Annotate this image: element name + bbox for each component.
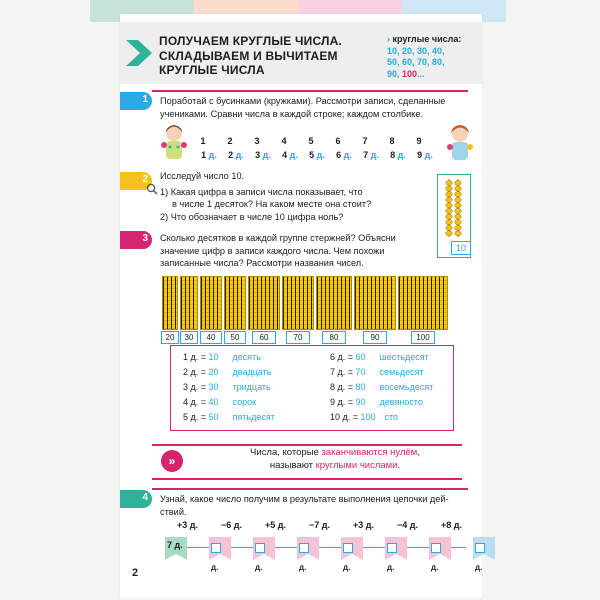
- tens-count: 7 д. =: [330, 367, 356, 377]
- chain-answer-cell[interactable]: [429, 537, 451, 572]
- rod-group-label: 70: [286, 331, 310, 344]
- tens-row: [183, 381, 271, 393]
- number-word: пятьдесят: [232, 412, 275, 422]
- bead: [446, 197, 452, 202]
- task3-text: Сколько десятков в каждой группе стержней? Объясни значение цифр в записи каждого числа. Чем похожи записанные числа? Рассмотри названия чисел.: [160, 233, 396, 268]
- bead-bottom-9: 9 д.: [417, 150, 433, 160]
- bead-top-3: 3: [254, 136, 260, 146]
- answer-box: д.: [255, 539, 273, 551]
- task2-text: Исследуй число 10. 1) Какая цифра в записи числа показывает, что в числе 1 десяток? На каком месте она стоит? 2) Что обозначает в числе 10 цифра ноль?: [160, 171, 372, 222]
- bead: [446, 208, 452, 213]
- task-number-4: 4: [120, 490, 152, 508]
- rod-group-70: [282, 276, 314, 330]
- chain-operation: +3 д.: [177, 520, 198, 530]
- bead: [446, 180, 452, 185]
- tens-value: 40: [208, 397, 219, 407]
- tens-count: 1 д. =: [183, 352, 209, 362]
- tens-count: 2 д. =: [183, 367, 209, 377]
- tens-value: 30: [208, 382, 219, 392]
- bead-top-4: 4: [281, 136, 287, 146]
- bead: [455, 220, 461, 225]
- chain-answer-cell[interactable]: [385, 537, 407, 572]
- bead-bottom-5: 5 д.: [309, 150, 325, 160]
- bead-bottom-3: 3 д.: [255, 150, 271, 160]
- chevron-right-icon: [124, 36, 158, 70]
- number-word: восемьдесят: [379, 382, 434, 392]
- round-numbers-legend: › круглые числа: 10, 20, 30, 40, 50, 60, 70, 80, 90, 100...: [387, 34, 462, 79]
- bead: [446, 192, 452, 197]
- bead-bottom-4: 4 д.: [282, 150, 298, 160]
- number-word: сто: [384, 412, 399, 422]
- bead: [455, 214, 461, 219]
- bead: [455, 192, 461, 197]
- tens-row: [330, 381, 433, 393]
- bead-top-5: 5: [308, 136, 314, 146]
- rod-group-label: 100: [411, 331, 435, 344]
- chain-answer-cell[interactable]: [209, 537, 231, 572]
- tens-count: 10 д. =: [330, 412, 361, 422]
- tens-row: [330, 411, 398, 423]
- rule-callout-text: Числа, которые заканчиваются нулём, называют круглыми числами.: [250, 447, 420, 471]
- lesson-title: ПОЛУЧАЕМ КРУГЛЫЕ ЧИСЛА. СКЛАДЫВАЕМ И ВЫЧИТАЕМ КРУГЛЫЕ ЧИСЛА: [159, 34, 343, 77]
- answer-box: д.: [299, 539, 317, 551]
- bead-bottom-6: 6 д.: [336, 150, 352, 160]
- tens-row: [330, 351, 429, 363]
- rod-group-label: 80: [322, 331, 346, 344]
- number-word: сорок: [232, 397, 257, 407]
- bead-top-7: 7: [362, 136, 368, 146]
- tens-count: 9 д. =: [330, 397, 356, 407]
- number-word: тридцать: [232, 382, 271, 392]
- rod-group-label: 60: [252, 331, 276, 344]
- bead-top-8: 8: [389, 136, 395, 146]
- number-word: девяносто: [379, 397, 423, 407]
- rod-group-80: [316, 276, 352, 330]
- bead-bottom-1: 1 д.: [201, 150, 217, 160]
- rod-group-label: 40: [200, 331, 222, 344]
- answer-box: д.: [343, 539, 361, 551]
- chain-answer-cell[interactable]: [341, 537, 363, 572]
- tens-value: 10: [208, 352, 219, 362]
- chain-answer-cell[interactable]: [253, 537, 275, 572]
- rod-group-label: 20: [161, 331, 179, 344]
- boy-illustration: [442, 123, 478, 165]
- task-number-1: 1: [120, 92, 152, 110]
- girl-illustration: [157, 123, 191, 163]
- tens-count: 6 д. =: [330, 352, 356, 362]
- bead: [446, 214, 452, 219]
- chain-operation: −6 д.: [221, 520, 242, 530]
- chain-operation: +3 д.: [353, 520, 374, 530]
- bead: [446, 225, 452, 230]
- task4-text: Узнай, какое число получим в результате выполнения цепочки дей- ствий.: [160, 494, 449, 517]
- bead: [455, 186, 461, 191]
- bead-top-9: 9: [416, 136, 422, 146]
- tens-row: [183, 411, 275, 423]
- rod-group-40: [200, 276, 222, 330]
- chain-operation: −7 д.: [309, 520, 330, 530]
- bead: [455, 197, 461, 202]
- rod-group-label: 30: [180, 331, 198, 344]
- bead: [455, 225, 461, 230]
- rod-group-30: [180, 276, 198, 330]
- magnifier-icon: [146, 183, 158, 195]
- answer-box: д.: [475, 539, 493, 551]
- bead: [446, 203, 452, 208]
- chain-answer-cell[interactable]: [473, 537, 495, 572]
- number-word: шестьдесят: [379, 352, 429, 362]
- answer-box: д.: [211, 539, 229, 551]
- tens-count: 8 д. =: [330, 382, 356, 392]
- rod-group-20: [162, 276, 178, 330]
- rod-group-label: 90: [363, 331, 387, 344]
- task-divider: [152, 90, 468, 92]
- rod-group-90: [354, 276, 396, 330]
- tens-count: 4 д. =: [183, 397, 209, 407]
- chain-answer-cell[interactable]: [297, 537, 319, 572]
- tens-value: 50: [208, 412, 219, 422]
- chain-start-cell: [165, 537, 187, 560]
- task-divider: [152, 488, 468, 490]
- bead: [455, 180, 461, 185]
- tens-value: 70: [355, 367, 366, 377]
- bead-bottom-7: 7 д.: [363, 150, 379, 160]
- tens-count: 5 д. =: [183, 412, 209, 422]
- tens-value: 90: [355, 397, 366, 407]
- bead-top-6: 6: [335, 136, 341, 146]
- rod-group-100: [398, 276, 448, 330]
- bead-top-2: 2: [227, 136, 233, 146]
- bead: [446, 220, 452, 225]
- chain-operation: +5 д.: [265, 520, 286, 530]
- task1-text: Поработай с бусинками (кружками). Рассмотри записи, сделанные учениками. Сравни числа в каждой строке; каждом столбике.: [160, 96, 446, 119]
- chain-operation: +8 д.: [441, 520, 462, 530]
- tens-row: [183, 366, 271, 378]
- rod-number-label: 10: [451, 241, 471, 255]
- tens-value: 100: [360, 412, 376, 422]
- tens-value: 20: [208, 367, 219, 377]
- bead: [455, 203, 461, 208]
- task-number-3: 3: [120, 231, 152, 249]
- answer-box: д.: [387, 539, 405, 551]
- rod-group-60: [248, 276, 280, 330]
- number-word: семьдесят: [379, 367, 424, 377]
- tens-row: [330, 366, 424, 378]
- answer-box: д.: [431, 539, 449, 551]
- rod-group-50: [224, 276, 246, 330]
- bead-bottom-2: 2 д.: [228, 150, 244, 160]
- bead: [446, 186, 452, 191]
- bead: [455, 208, 461, 213]
- chain-start-value: 7 д.: [167, 540, 183, 550]
- rod-group-label: 50: [224, 331, 246, 344]
- tens-value: 80: [355, 382, 366, 392]
- chain-operation: −4 д.: [397, 520, 418, 530]
- bead-top-1: 1: [200, 136, 206, 146]
- number-word: двадцать: [232, 367, 272, 377]
- tens-row: [183, 396, 256, 408]
- page-number: 2: [132, 567, 139, 579]
- bead-bottom-8: 8 д.: [390, 150, 406, 160]
- tens-row: [330, 396, 423, 408]
- tens-count: 3 д. =: [183, 382, 209, 392]
- beads-number-rows: [192, 136, 442, 164]
- tens-row: [183, 351, 261, 363]
- number-word: десять: [232, 352, 261, 362]
- tens-value: 60: [355, 352, 366, 362]
- double-chevron-icon: »: [161, 450, 183, 472]
- task-number-2: 2: [120, 172, 152, 190]
